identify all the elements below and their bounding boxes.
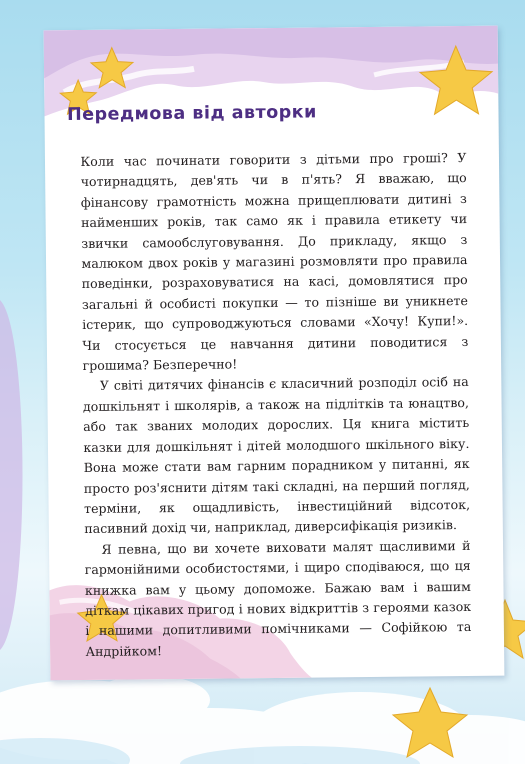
paragraph: Я певна, що ви хочете виховати малят щасливими й гармонійними особистостями, і щиро сподіваюся, що ця книжка вам у цьому допоможе. Бажаю вам і вашим діткам цікавих пригод і нових відкриттів з героями казок і нашими допитливими помічниками — Софійкою та Андрійком! bbox=[84, 537, 472, 659]
paragraph: Коли час починати говорити з дітьми про гроші? У чотирнадцять, дев'ять чи в п'ять? Я вважаю, що фінансову грамотність можна прищеплювати дитині з найменших років, так само як і правила етикету чи звички самообслуговування. До прикладу, якщо з малюком двох років у магазині розмовляти про правила поведінки, розраховуватися на касі, домовлятися про загальні й особисті покупки — то пізніше ви уникнете істерик, що супроводжуються словами «Хочу! Купи!». Чи стосується це навчання дитини поводитися з грошима? Безперечно! bbox=[80, 149, 469, 374]
background-swirl-left bbox=[0, 300, 23, 650]
paragraph: У світі дитячих фінансів є класичний розподіл осіб на дошкільнят і школярів, а також на підлітків та юнацтво, або так званих молодих дорослих. Ця книга містить казки для дошкільнят і дітей молодшого шкільного віку. Вона може стати вам гарним порадником у питанні, як просто роз'яснити дітям такі складні, на перший погляд, терміни, як ощадливість, інвестиційний відсоток, пасивний дохід чи, наприклад, диверсифікація ризиків. bbox=[82, 374, 471, 537]
page-title: Передмова від авторки bbox=[66, 102, 317, 125]
preface-body bbox=[80, 148, 471, 662]
